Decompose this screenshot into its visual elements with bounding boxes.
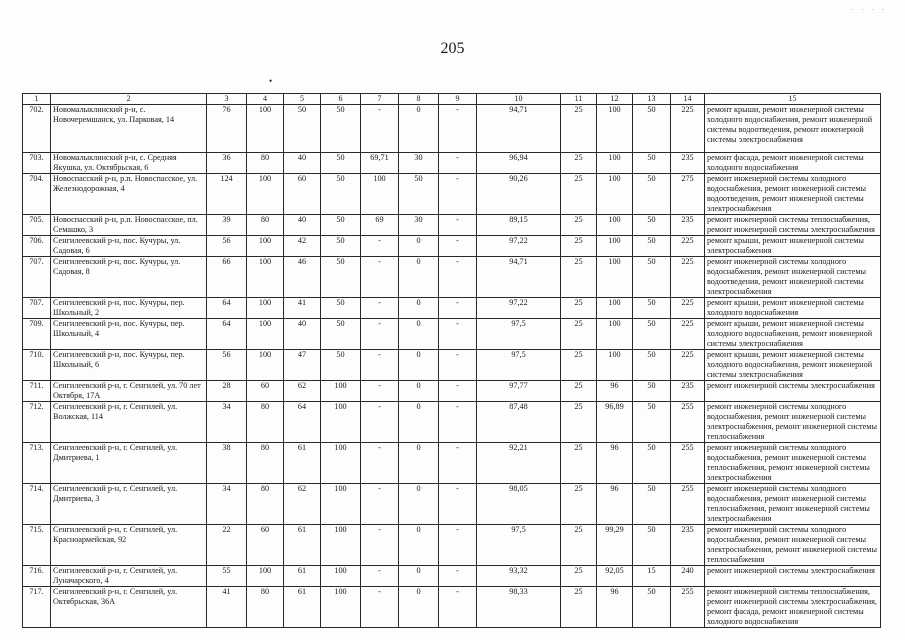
value-cell-4: 100 — [247, 257, 284, 298]
column-number-row — [23, 94, 881, 105]
value-cell-6: 100 — [321, 587, 361, 628]
value-cell-12: 96 — [597, 587, 633, 628]
column-header-11: 11 — [561, 94, 597, 105]
value-cell-13: 15 — [633, 566, 671, 587]
value-cell-8: 0 — [399, 236, 439, 257]
table-row — [23, 174, 881, 215]
column-header-6: 6 — [321, 94, 361, 105]
value-cell-10: 93,32 — [477, 566, 561, 587]
address-cell: Сенгилеевский р-н, г. Сенгилей, ул. 70 лет Октября, 17А — [51, 381, 207, 402]
works-cell: ремонт инженерной системы холодного водоснабжения, ремонт инженерной системы электроснабжения, ремонт инженерной системы теплоснабжения — [705, 525, 881, 566]
value-cell-12: 100 — [597, 174, 633, 215]
value-cell-3: 64 — [207, 298, 247, 319]
value-cell-7: - — [361, 484, 399, 525]
row-number-cell: 704. — [23, 174, 51, 215]
value-cell-8: 0 — [399, 298, 439, 319]
value-cell-9: - — [439, 525, 477, 566]
value-cell-4: 80 — [247, 215, 284, 236]
address-cell: Сенгилеевский р-н, пос. Кучуры, ул. Садовая, 8 — [51, 257, 207, 298]
value-cell-7: 69,71 — [361, 153, 399, 174]
value-cell-10: 87,48 — [477, 402, 561, 443]
value-cell-5: 61 — [284, 566, 321, 587]
value-cell-4: 80 — [247, 402, 284, 443]
value-cell-14: 235 — [671, 215, 705, 236]
value-cell-5: 64 — [284, 402, 321, 443]
table-row — [23, 319, 881, 350]
value-cell-3: 36 — [207, 153, 247, 174]
address-cell: Сенгилеевский р-н, г. Сенгилей, ул. Луначарского, 4 — [51, 566, 207, 587]
value-cell-9: - — [439, 484, 477, 525]
value-cell-8: 0 — [399, 381, 439, 402]
value-cell-10: 94,71 — [477, 105, 561, 153]
address-cell: Сенгилеевский р-н, г. Сенгилей, ул. Дмитриева, 1 — [51, 443, 207, 484]
column-header-4: 4 — [247, 94, 284, 105]
value-cell-14: 235 — [671, 525, 705, 566]
address-cell: Сенгилеевский р-н, пос. Кучуры, пер. Школьный, 6 — [51, 350, 207, 381]
value-cell-10: 89,15 — [477, 215, 561, 236]
row-number-cell: 717. — [23, 587, 51, 628]
value-cell-3: 39 — [207, 215, 247, 236]
table-row — [23, 350, 881, 381]
value-cell-3: 38 — [207, 443, 247, 484]
works-cell: ремонт инженерной системы электроснабжения — [705, 381, 881, 402]
value-cell-5: 61 — [284, 587, 321, 628]
column-header-5: 5 — [284, 94, 321, 105]
value-cell-13: 50 — [633, 525, 671, 566]
value-cell-11: 25 — [561, 257, 597, 298]
value-cell-5: 60 — [284, 174, 321, 215]
value-cell-11: 25 — [561, 381, 597, 402]
value-cell-12: 100 — [597, 153, 633, 174]
value-cell-5: 62 — [284, 381, 321, 402]
address-cell: Сенгилеевский р-н, пос. Кучуры, пер. Школьный, 2 — [51, 298, 207, 319]
value-cell-3: 34 — [207, 484, 247, 525]
value-cell-4: 100 — [247, 319, 284, 350]
value-cell-14: 235 — [671, 381, 705, 402]
value-cell-5: 40 — [284, 153, 321, 174]
value-cell-13: 50 — [633, 236, 671, 257]
value-cell-13: 50 — [633, 319, 671, 350]
table-row — [23, 484, 881, 525]
value-cell-10: 92,21 — [477, 443, 561, 484]
value-cell-13: 50 — [633, 215, 671, 236]
value-cell-14: 225 — [671, 319, 705, 350]
column-header-2: 2 — [51, 94, 207, 105]
works-cell: ремонт инженерной системы электроснабжения — [705, 566, 881, 587]
column-header-8: 8 — [399, 94, 439, 105]
value-cell-9: - — [439, 402, 477, 443]
value-cell-4: 100 — [247, 105, 284, 153]
value-cell-11: 25 — [561, 484, 597, 525]
row-number-cell: 709. — [23, 319, 51, 350]
column-header-14: 14 — [671, 94, 705, 105]
value-cell-3: 28 — [207, 381, 247, 402]
address-cell: Сенгилеевский р-н, г. Сенгилей, ул. Октябрьская, 36А — [51, 587, 207, 628]
value-cell-10: 98,33 — [477, 587, 561, 628]
repair-table — [22, 93, 881, 628]
value-cell-10: 97,22 — [477, 298, 561, 319]
value-cell-4: 60 — [247, 381, 284, 402]
value-cell-13: 50 — [633, 257, 671, 298]
column-header-3: 3 — [207, 94, 247, 105]
value-cell-10: 98,05 — [477, 484, 561, 525]
table-row — [23, 153, 881, 174]
value-cell-14: 225 — [671, 257, 705, 298]
value-cell-6: 100 — [321, 566, 361, 587]
column-header-1: 1 — [23, 94, 51, 105]
address-cell: Сенгилеевский р-н, пос. Кучуры, ул. Садовая, 6 — [51, 236, 207, 257]
value-cell-9: - — [439, 319, 477, 350]
value-cell-14: 225 — [671, 236, 705, 257]
table-body — [23, 105, 881, 628]
value-cell-12: 92,05 — [597, 566, 633, 587]
margin-dots: · · · · — [851, 6, 887, 14]
value-cell-4: 100 — [247, 350, 284, 381]
value-cell-8: 50 — [399, 174, 439, 215]
value-cell-13: 50 — [633, 484, 671, 525]
value-cell-6: 50 — [321, 257, 361, 298]
value-cell-6: 50 — [321, 174, 361, 215]
value-cell-8: 0 — [399, 525, 439, 566]
value-cell-8: 0 — [399, 587, 439, 628]
value-cell-12: 100 — [597, 319, 633, 350]
value-cell-9: - — [439, 443, 477, 484]
value-cell-5: 41 — [284, 298, 321, 319]
works-cell: ремонт крыши, ремонт инженерной системы холодного водоснабжения — [705, 298, 881, 319]
value-cell-7: - — [361, 525, 399, 566]
value-cell-3: 124 — [207, 174, 247, 215]
works-cell: ремонт фасада, ремонт инженерной системы холодного водоснабжения — [705, 153, 881, 174]
value-cell-9: - — [439, 298, 477, 319]
value-cell-14: 235 — [671, 153, 705, 174]
value-cell-10: 90,26 — [477, 174, 561, 215]
value-cell-10: 97,77 — [477, 381, 561, 402]
value-cell-6: 50 — [321, 215, 361, 236]
value-cell-4: 80 — [247, 587, 284, 628]
value-cell-8: 0 — [399, 443, 439, 484]
row-number-cell: 714. — [23, 484, 51, 525]
value-cell-3: 76 — [207, 105, 247, 153]
value-cell-12: 100 — [597, 350, 633, 381]
value-cell-7: - — [361, 257, 399, 298]
value-cell-12: 96 — [597, 381, 633, 402]
value-cell-14: 225 — [671, 350, 705, 381]
value-cell-10: 97,5 — [477, 350, 561, 381]
value-cell-10: 97,5 — [477, 319, 561, 350]
table-row — [23, 443, 881, 484]
value-cell-8: 0 — [399, 566, 439, 587]
value-cell-6: 50 — [321, 298, 361, 319]
value-cell-6: 100 — [321, 484, 361, 525]
value-cell-9: - — [439, 566, 477, 587]
value-cell-8: 0 — [399, 484, 439, 525]
table-row — [23, 566, 881, 587]
value-cell-8: 0 — [399, 105, 439, 153]
value-cell-14: 275 — [671, 174, 705, 215]
value-cell-11: 25 — [561, 525, 597, 566]
value-cell-6: 50 — [321, 236, 361, 257]
address-cell: Сенгилеевский р-н, г. Сенгилей, ул. Красноармейская, 92 — [51, 525, 207, 566]
value-cell-6: 50 — [321, 105, 361, 153]
column-header-7: 7 — [361, 94, 399, 105]
column-header-15: 15 — [705, 94, 881, 105]
works-cell: ремонт крыши, ремонт инженерной системы электроснабжения — [705, 236, 881, 257]
value-cell-8: 0 — [399, 319, 439, 350]
value-cell-11: 25 — [561, 402, 597, 443]
value-cell-5: 61 — [284, 525, 321, 566]
value-cell-13: 50 — [633, 402, 671, 443]
value-cell-7: - — [361, 298, 399, 319]
value-cell-14: 255 — [671, 443, 705, 484]
value-cell-4: 100 — [247, 236, 284, 257]
row-number-cell: 713. — [23, 443, 51, 484]
table-row — [23, 257, 881, 298]
row-number-cell: 707. — [23, 257, 51, 298]
value-cell-4: 80 — [247, 153, 284, 174]
value-cell-11: 25 — [561, 443, 597, 484]
value-cell-6: 100 — [321, 525, 361, 566]
value-cell-9: - — [439, 153, 477, 174]
value-cell-12: 96 — [597, 443, 633, 484]
table-row — [23, 215, 881, 236]
value-cell-9: - — [439, 381, 477, 402]
value-cell-12: 96 — [597, 484, 633, 525]
value-cell-6: 100 — [321, 443, 361, 484]
works-cell: ремонт инженерной системы холодного водоснабжения, ремонт инженерной системы теплоснабжения, ремонт инженерной системы электроснабжения — [705, 484, 881, 525]
value-cell-13: 50 — [633, 350, 671, 381]
works-cell: ремонт инженерной системы холодного водоснабжения, ремонт инженерной системы водоотведения, ремонт инженерной системы электроснабжения — [705, 257, 881, 298]
row-number-cell: 712. — [23, 402, 51, 443]
value-cell-3: 34 — [207, 402, 247, 443]
value-cell-9: - — [439, 350, 477, 381]
value-cell-11: 25 — [561, 319, 597, 350]
value-cell-6: 50 — [321, 153, 361, 174]
value-cell-5: 61 — [284, 443, 321, 484]
value-cell-7: - — [361, 402, 399, 443]
value-cell-11: 25 — [561, 587, 597, 628]
value-cell-8: 0 — [399, 257, 439, 298]
works-cell: ремонт инженерной системы теплоснабжения, ремонт инженерной системы электроснабжения — [705, 215, 881, 236]
address-cell: Сенгилеевский р-н, г. Сенгилей, ул. Дмитриева, 3 — [51, 484, 207, 525]
value-cell-4: 100 — [247, 298, 284, 319]
value-cell-6: 100 — [321, 402, 361, 443]
value-cell-12: 100 — [597, 105, 633, 153]
row-number-cell: 706. — [23, 236, 51, 257]
value-cell-14: 255 — [671, 402, 705, 443]
value-cell-14: 240 — [671, 566, 705, 587]
value-cell-8: 0 — [399, 350, 439, 381]
value-cell-4: 100 — [247, 174, 284, 215]
value-cell-9: - — [439, 105, 477, 153]
value-cell-9: - — [439, 587, 477, 628]
value-cell-10: 96,94 — [477, 153, 561, 174]
value-cell-11: 25 — [561, 566, 597, 587]
value-cell-7: - — [361, 236, 399, 257]
value-cell-5: 40 — [284, 319, 321, 350]
column-header-13: 13 — [633, 94, 671, 105]
value-cell-9: - — [439, 236, 477, 257]
value-cell-3: 56 — [207, 350, 247, 381]
value-cell-9: - — [439, 215, 477, 236]
value-cell-7: - — [361, 443, 399, 484]
column-header-9: 9 — [439, 94, 477, 105]
value-cell-10: 97,22 — [477, 236, 561, 257]
row-number-cell: 711. — [23, 381, 51, 402]
value-cell-11: 25 — [561, 215, 597, 236]
address-cell: Новомалыклинский р-н, с. Новочеремшанск, ул. Парковая, 14 — [51, 105, 207, 153]
value-cell-13: 50 — [633, 587, 671, 628]
value-cell-4: 100 — [247, 566, 284, 587]
value-cell-12: 100 — [597, 257, 633, 298]
value-cell-11: 25 — [561, 105, 597, 153]
value-cell-8: 30 — [399, 215, 439, 236]
value-cell-4: 60 — [247, 525, 284, 566]
value-cell-5: 42 — [284, 236, 321, 257]
value-cell-9: - — [439, 257, 477, 298]
value-cell-9: - — [439, 174, 477, 215]
value-cell-11: 25 — [561, 153, 597, 174]
table-row — [23, 236, 881, 257]
value-cell-8: 0 — [399, 402, 439, 443]
column-header-10: 10 — [477, 94, 561, 105]
value-cell-10: 94,71 — [477, 257, 561, 298]
address-cell: Сенгилеевский р-н, пос. Кучуры, пер. Школьный, 4 — [51, 319, 207, 350]
value-cell-12: 99,29 — [597, 525, 633, 566]
value-cell-14: 255 — [671, 587, 705, 628]
row-number-cell: 715. — [23, 525, 51, 566]
address-cell: Сенгилеевский р-н, г. Сенгилей, ул. Волжская, 114 — [51, 402, 207, 443]
table-row — [23, 298, 881, 319]
value-cell-7: - — [361, 587, 399, 628]
value-cell-7: 100 — [361, 174, 399, 215]
row-number-cell: 702. — [23, 105, 51, 153]
value-cell-8: 30 — [399, 153, 439, 174]
value-cell-7: - — [361, 319, 399, 350]
works-cell: ремонт инженерной системы холодного водоснабжения, ремонт инженерной системы электроснабжения, ремонт инженерной системы теплоснабжения — [705, 402, 881, 443]
value-cell-13: 50 — [633, 381, 671, 402]
row-number-cell: 705. — [23, 215, 51, 236]
value-cell-13: 50 — [633, 298, 671, 319]
value-cell-13: 50 — [633, 443, 671, 484]
value-cell-5: 40 — [284, 215, 321, 236]
value-cell-6: 50 — [321, 319, 361, 350]
row-number-cell: 703. — [23, 153, 51, 174]
value-cell-13: 50 — [633, 105, 671, 153]
works-cell: ремонт инженерной системы теплоснабжения, ремонт инженерной системы электроснабжения, ремонт фасада, ремонт инженерной системы холодного водоснабжения — [705, 587, 881, 628]
value-cell-14: 225 — [671, 105, 705, 153]
value-cell-12: 100 — [597, 236, 633, 257]
table-row — [23, 105, 881, 153]
table-row — [23, 381, 881, 402]
value-cell-13: 50 — [633, 153, 671, 174]
value-cell-11: 25 — [561, 350, 597, 381]
works-cell: ремонт инженерной системы холодного водоснабжения, ремонт инженерной системы водоотведения, ремонт инженерной системы электроснабжения — [705, 174, 881, 215]
table-row — [23, 525, 881, 566]
value-cell-7: - — [361, 105, 399, 153]
value-cell-11: 25 — [561, 298, 597, 319]
value-cell-4: 80 — [247, 484, 284, 525]
header-mark: • — [269, 76, 273, 86]
value-cell-6: 100 — [321, 381, 361, 402]
value-cell-4: 80 — [247, 443, 284, 484]
value-cell-5: 50 — [284, 105, 321, 153]
value-cell-11: 25 — [561, 174, 597, 215]
table-row — [23, 587, 881, 628]
value-cell-7: - — [361, 566, 399, 587]
value-cell-11: 25 — [561, 236, 597, 257]
value-cell-5: 46 — [284, 257, 321, 298]
row-number-cell: 716. — [23, 566, 51, 587]
row-number-cell: 707. — [23, 298, 51, 319]
works-cell: ремонт инженерной системы холодного водоснабжения, ремонт инженерной системы теплоснабжения, ремонт инженерной системы электроснабжения — [705, 443, 881, 484]
value-cell-3: 56 — [207, 236, 247, 257]
works-cell: ремонт крыши, ремонт инженерной системы холодного водоснабжения, ремонт инженерной системы электроснабжения — [705, 319, 881, 350]
page-number: 205 — [440, 40, 465, 57]
value-cell-7: - — [361, 381, 399, 402]
table-row — [23, 402, 881, 443]
value-cell-14: 255 — [671, 484, 705, 525]
value-cell-12: 100 — [597, 215, 633, 236]
value-cell-5: 47 — [284, 350, 321, 381]
value-cell-3: 66 — [207, 257, 247, 298]
value-cell-14: 225 — [671, 298, 705, 319]
value-cell-3: 22 — [207, 525, 247, 566]
value-cell-7: 69 — [361, 215, 399, 236]
works-cell: ремонт крыши, ремонт инженерной системы холодного водоснабжения, ремонт инженерной системы водоотведения, ремонт инженерной системы электроснабжения — [705, 105, 881, 153]
address-cell: Новомалыклинский р-н, с. Средняя Якушка, ул. Октябрьская, 6 — [51, 153, 207, 174]
value-cell-3: 64 — [207, 319, 247, 350]
value-cell-13: 50 — [633, 174, 671, 215]
address-cell: Новоспасский р-н, р.п. Новоспасское, ул. Железнодорожная, 4 — [51, 174, 207, 215]
address-cell: Новоспасский р-н, р.п. Новоспасское, пл. Семашко, 3 — [51, 215, 207, 236]
row-number-cell: 710. — [23, 350, 51, 381]
value-cell-12: 96,89 — [597, 402, 633, 443]
value-cell-6: 50 — [321, 350, 361, 381]
value-cell-10: 97,5 — [477, 525, 561, 566]
value-cell-7: - — [361, 350, 399, 381]
value-cell-12: 100 — [597, 298, 633, 319]
column-header-12: 12 — [597, 94, 633, 105]
value-cell-5: 62 — [284, 484, 321, 525]
works-cell: ремонт крыши, ремонт инженерной системы холодного водоснабжения, ремонт инженерной системы электроснабжения — [705, 350, 881, 381]
value-cell-3: 55 — [207, 566, 247, 587]
value-cell-3: 41 — [207, 587, 247, 628]
